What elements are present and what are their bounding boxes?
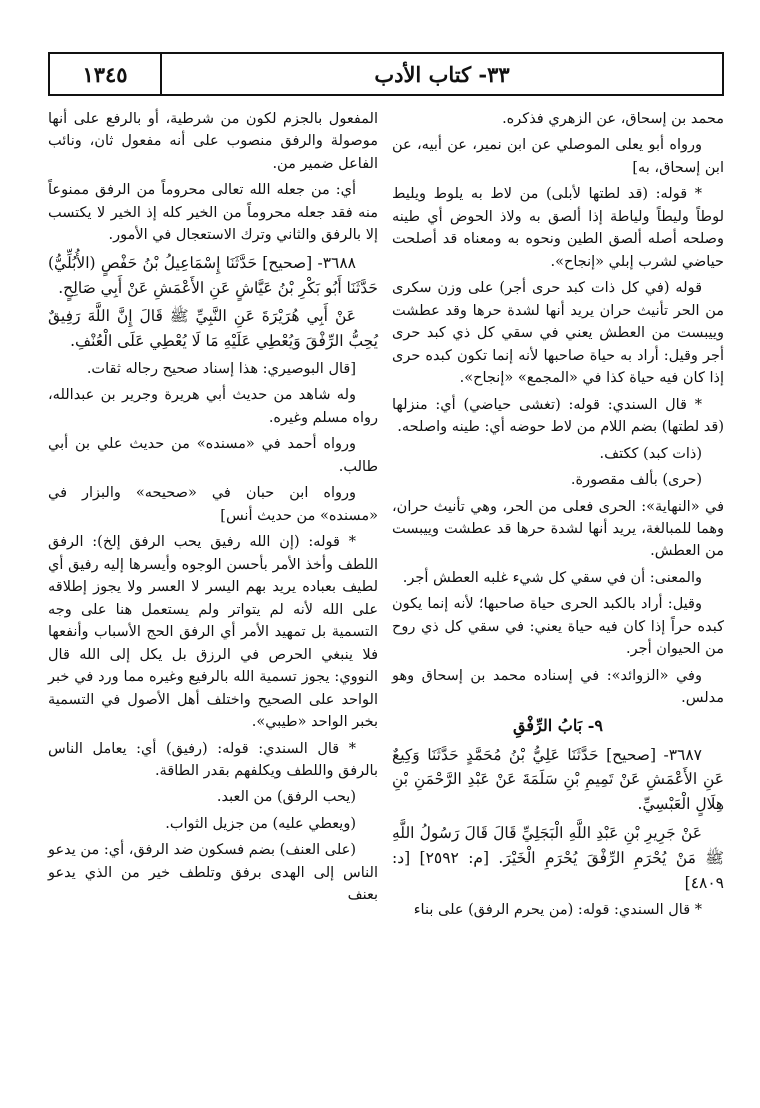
paragraph: ورواه أحمد في «مسنده» من حديث علي بن أبي طالب. (48, 436, 378, 475)
commentary-paragraph: * قوله: (قد لطتها لأبلى) من لاط به يلوط ويليط لوطاً وليطاً ولياطة إذا ألصق به ولاذ الحوض أي طينه وصلحه أصله ألصق الطين ونحوه به ومعناه قد أصلحت حياضي لشرب إبلي «إنجاح». (392, 186, 724, 270)
paragraph: (يحب الرفق) من العبد. (216, 789, 356, 806)
paragraph: محمد بن إسحاق، عن الزهري فذكره. (502, 111, 724, 127)
paragraph: المفعول بالجزم لكون من شرطية، أو بالرفع على أنها موصولة والرفق منصوب على أنه مفعول ثان، ونائب الفاعل ضمير من. (48, 111, 378, 172)
paragraph: وله شاهد من حديث أبي هريرة وجرير بن عبدالله، رواه مسلم وغيره. (48, 387, 378, 426)
hadith-text: عَنْ أَبِي هُرَيْرَةَ عَنِ النَّبِيِّ ﷺ قَالَ إِنَّ اللَّهَ رَفِيقٌ يُحِبُّ الرِّفْقَ وَيُعْطِي عَلَيْهِ مَا لَا يُعْطِي عَلَى الْعُنْفِ. (48, 307, 378, 351)
right-column (392, 108, 724, 926)
hadith-text: عَنْ جَرِيرِ بْنِ عَبْدِ اللَّهِ الْبَجَلِيِّ قَالَ قَالَ رَسُولُ اللَّهِ ﷺ مَنْ يُحْرَمِ الرِّفْقَ يُحْرَمِ الْخَيْرَ. [م: ٢٥٩٢] [د: ٤٨٠٩] (392, 823, 724, 892)
left-column (48, 108, 378, 911)
commentary-paragraph: * قال السندي: قوله: (تغشى حياضي) أي: منزلها (قد لطتها) بضم اللام من لاط حوضه أي: طينه واصلحه. (392, 396, 724, 436)
hadith-text: ٣٦٨٨- [صحيح] حَدَّثَنَا إِسْمَاعِيلُ بْنُ حَفْصٍ (الأُبُلِّيُّ) حَدَّثَنَا أَبُو بَكْرِ بْنُ عَيَّاشٍ عَنِ الأَعْمَشِ عَنْ أَبِي صَالِحٍ. (48, 253, 378, 297)
paragraph: ورواه ابن حبان في «صحيحه» والبزار في «مسنده» من حديث أنس] (48, 485, 378, 524)
page-header (48, 52, 724, 96)
paragraph: والمعنى: أن في سقي كل شيء غلبه العطش أجر. (402, 569, 702, 586)
paragraph: (ذات كبد) ككتف. (599, 445, 702, 462)
commentary-paragraph: * قوله: (إن الله رفيق يحب الرفق إلخ): الرفق اللطف وأخذ الأمر بأحسن الوجوه وأيسرها إليه رفيق أي لطيف بعباده يريد بهم اليسر لا العسر ولا يجوز إطلاقه على الله لأنه لم يتواتر ولم يستعمل هنا على وجه التسمية بل تمهيد الأمر أي الرفق الحج الأسباب وأنفعها فلا ينبغي الحرص في الرزق بل يكل إلى الله قال النووي: يجوز تسمية الله بالرفيع وغيره مما ورد في خبر الواحد على الصحيح واختلف أهل الأصول في التسمية بخبر الواحد «طيبي». (48, 534, 378, 731)
paragraph: (حرى) بألف مقصورة. (570, 472, 702, 489)
hadith-text: ٣٦٨٧- [صحيح] حَدَّثَنَا عَلِيُّ بْنُ مُحَمَّدٍ حَدَّثَنَا وَكِيعٌ عَنِ الأَعْمَشِ عَنْ تَمِيمِ بْنِ سَلَمَةَ عَنْ عَبْدِ الرَّحْمَنِ بْنِ هِلَالٍ الْعَبْسِيِّ. (392, 745, 724, 814)
commentary-paragraph: قوله (في كل ذات كبد حرى أجر) على وزن سكرى من الحر تأنيث حران يريد أنها لشدة حرها وقد عطشت وييبست من العطش يعني في سقي كل ذي كبد حرى أجر وقيل: أراد به حياة صاحبها لأنه إنما تكون كبده حرى إذا كان فيه حياة كذا في «المجمع» «إنجاح». (392, 280, 724, 387)
page-number: ١٣٤٥ (82, 61, 128, 87)
commentary-paragraph: * قال السندي: قوله: (من يحرم الرفق) على بناء (413, 902, 702, 919)
chapter-title: ٣٣- كتاب الأدب (374, 61, 510, 87)
header-divider (160, 54, 162, 94)
paragraph: وفي «الزوائد»: في إسناده محمد بن إسحاق وهو مدلس. (392, 667, 724, 707)
commentary-paragraph: * قال السندي: قوله: (رفيق) أي: يعامل الناس بالرفق واللطف ويكلفهم بقدر الطاقة. (48, 740, 378, 779)
paragraph: وقيل: أراد بالكبد الحرى حياة صاحبها؛ لأنه إنما يكون كبده حراً إذا كان فيه حياة يعني: في سقي كل ذي روح من الحيوان أجر. (392, 596, 724, 658)
paragraph: (على العنف) بضم فسكون ضد الرفق، أي: من يدعو الناس إلى الهدى برفق وتلطف خير من الذي يدعو بعنف (48, 842, 378, 904)
section-heading: ٩- بَابُ الرِّفْقِ (513, 715, 603, 735)
paragraph: [قال البوصيري: هذا إسناد صحيح رجاله ثقات. (86, 361, 356, 377)
paragraph: في «النهاية»: الحرى فعلى من الحر، وهي تأنيث حران، وهما للمبالغة، يريد أنها لشدة حرها قد عطشت وييبست من العطش. (392, 498, 724, 560)
paragraph: (ويعطي عليه) من جزيل الثواب. (165, 815, 356, 832)
paragraph: أي: من جعله الله تعالى محروماً من الرفق ممنوعاً منه فقد جعله محروماً من الخير كله إذ الخير لا يكتسب إلا بالرفق والثاني وترك الاستعجال في الأمور. (48, 182, 378, 244)
paragraph: ورواه أبو يعلى الموصلي عن ابن نمير، عن أبيه، عن ابن إسحاق، به] (392, 137, 724, 176)
